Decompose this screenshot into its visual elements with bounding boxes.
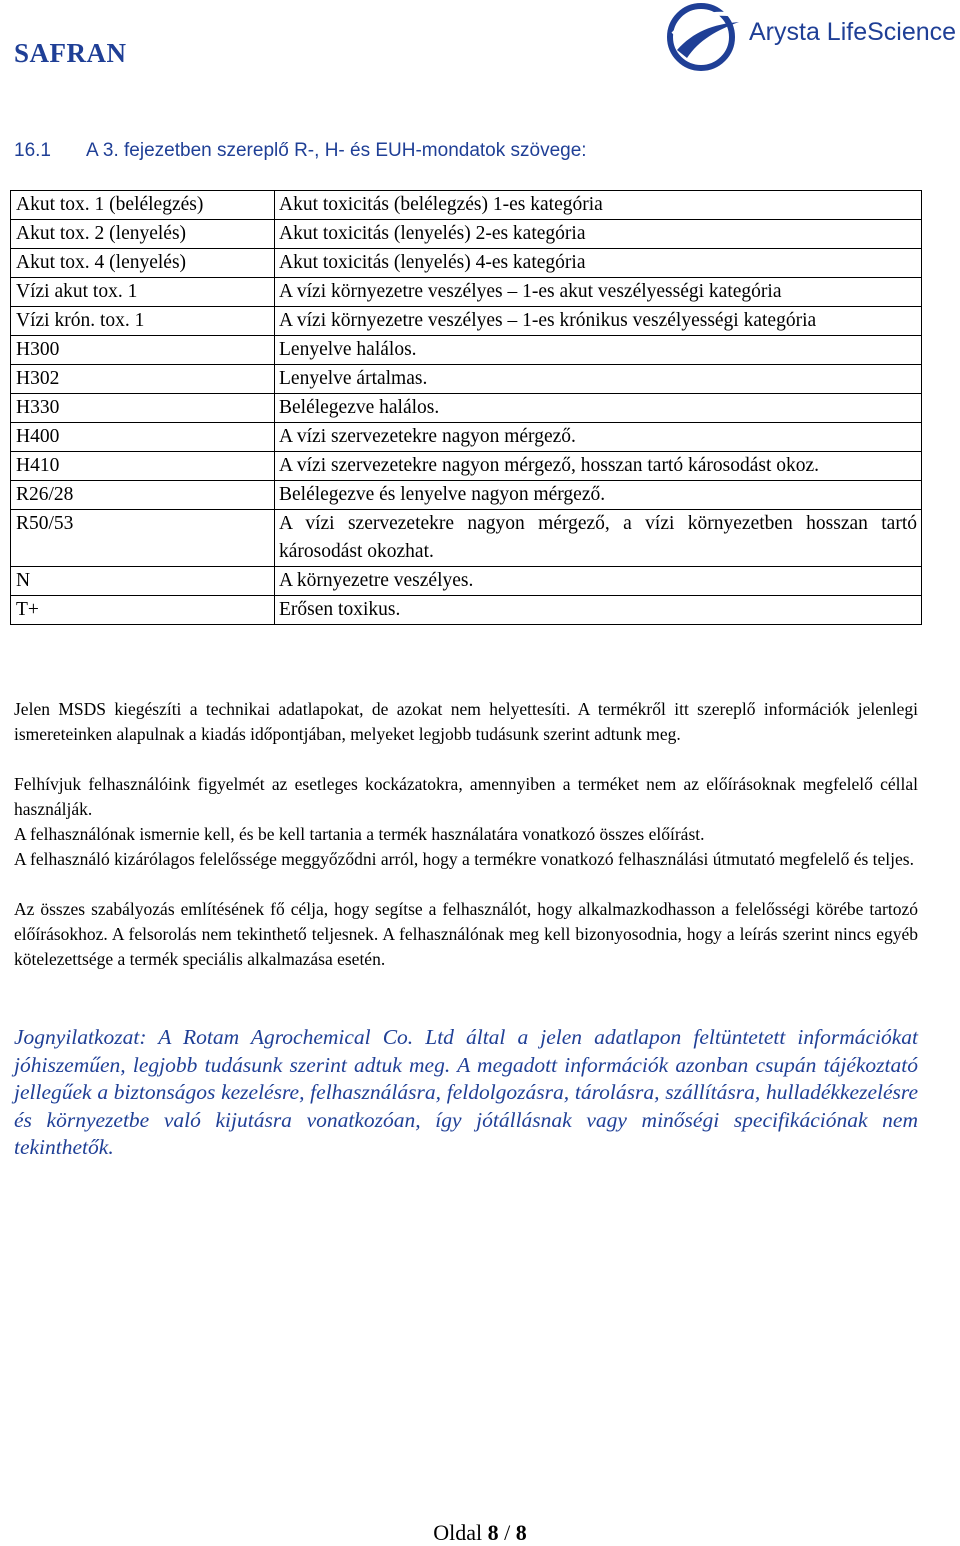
- table-row: [11, 481, 922, 510]
- phrase-text: Akut toxicitás (lenyelés) 4-es kategória: [275, 249, 922, 278]
- table-row: [11, 365, 922, 394]
- page-number: [0, 1520, 960, 1546]
- phrase-code: R26/28: [11, 481, 275, 510]
- company-logo: [663, 2, 959, 72]
- phrase-code: H302: [11, 365, 275, 394]
- phrase-text: A vízi környezetre veszélyes – 1-es akut veszélyességi kategória: [275, 278, 922, 307]
- table-row: [11, 307, 922, 336]
- logo-text: Arysta LifeScience: [749, 18, 957, 46]
- msds-note-paragraph: Jelen MSDS kiegészíti a technikai adatlapokat, de azokat nem helyettesíti. A termékről itt szereplő információk jelenlegi ismereteinken alapulnak a kiadás időpontjában, melyeket legjobb tudásunk szerint adtunk meg.: [14, 699, 918, 744]
- total-pages: 8: [515, 1520, 527, 1545]
- phrase-code: Akut tox. 1 (belélegzés): [11, 191, 275, 220]
- phrases-table: [10, 190, 922, 625]
- phrase-code: Akut tox. 2 (lenyelés): [11, 220, 275, 249]
- table-row: [11, 567, 922, 596]
- phrase-text: Akut toxicitás (lenyelés) 2-es kategória: [275, 220, 922, 249]
- phrase-code: H330: [11, 394, 275, 423]
- globe-swoosh-icon: [663, 2, 743, 72]
- phrase-code: R50/53: [11, 510, 275, 567]
- table-row: [11, 394, 922, 423]
- responsibility-paragraph: A felhasználó kizárólagos felelőssége meggyőződni arról, hogy a termékre vonatkozó felhasználási útmutató megfelelő és teljes.: [14, 849, 914, 869]
- phrase-code: T+: [11, 596, 275, 625]
- phrase-text: Belélegezve halálos.: [275, 394, 922, 423]
- table-row: [11, 336, 922, 365]
- table-row: [11, 278, 922, 307]
- table-row: [11, 596, 922, 625]
- table-row: [11, 249, 922, 278]
- table-row: [11, 452, 922, 481]
- table-row: [11, 220, 922, 249]
- phrase-code: Vízi krón. tox. 1: [11, 307, 275, 336]
- section-title: A 3. fejezetben szereplő R-, H- és EUH-mondatok szövege:: [86, 140, 587, 161]
- phrase-code: H410: [11, 452, 275, 481]
- table-row: [11, 191, 922, 220]
- page-separator: /: [504, 1520, 511, 1545]
- page-label: Oldal: [433, 1520, 483, 1545]
- phrase-code: Akut tox. 4 (lenyelés): [11, 249, 275, 278]
- phrase-code: N: [11, 567, 275, 596]
- table-row: [11, 423, 922, 452]
- section-heading: [14, 140, 587, 162]
- phrase-text: A vízi szervezetekre nagyon mérgező.: [275, 423, 922, 452]
- phrase-text: A vízi környezetre veszélyes – 1-es krónikus veszélyességi kategória: [275, 307, 922, 336]
- regulations-paragraph: Az összes szabályozás említésének fő célja, hogy segítse a felhasználót, hogy alkalmazkodhasson a felelősségi körébe tartozó előírásokhoz. A felsorolás nem tekinthető teljesnek. A felhasználónak meg kell bizonyosodnia, hogy a leírás szerint nincs egyéb kötelezettsége a termék speciális alkalmazása esetén.: [14, 899, 918, 969]
- risk-note-paragraph: Felhívjuk felhasználóink figyelmét az esetleges kockázatokra, amennyiben a terméket nem az előírásoknak megfelelő céllal használják.: [14, 774, 918, 819]
- disclaimer-paragraph: Jognyilatkozat: A Rotam Agrochemical Co. Ltd által a jelen adatlapon feltüntetett információkat jóhiszeműen, legjobb tudásunk szerint adtuk meg. A megadott információk azonban csupán tájékoztató jellegűek a biztonságos kezelésre, felhasználásra, feldolgozásra, tárolásra, szállításra, hulladékkezelésre és környezetbe való kijutásra vonatkozóan, így jótállásnak vagy minőségi specifikációnak nem tekinthetők.: [14, 1025, 918, 1159]
- phrase-text: Lenyelve halálos.: [275, 336, 922, 365]
- phrase-text: A környezetre veszélyes.: [275, 567, 922, 596]
- phrase-code: H300: [11, 336, 275, 365]
- section-number: 16.1: [14, 140, 51, 161]
- phrase-text: Belélegezve és lenyelve nagyon mérgező.: [275, 481, 922, 510]
- phrase-text: Erősen toxikus.: [275, 596, 922, 625]
- phrase-code: H400: [11, 423, 275, 452]
- phrase-code: Vízi akut tox. 1: [11, 278, 275, 307]
- phrase-text: Akut toxicitás (belélegzés) 1-es kategória: [275, 191, 922, 220]
- current-page: 8: [487, 1520, 499, 1545]
- phrase-text: Lenyelve ártalmas.: [275, 365, 922, 394]
- brand-name: SAFRAN: [14, 38, 127, 68]
- table-row: [11, 510, 922, 567]
- phrase-text: A vízi szervezetekre nagyon mérgező, hosszan tartó károsodást okoz.: [275, 452, 922, 481]
- rules-note-paragraph: A felhasználónak ismernie kell, és be kell tartania a termék használatára vonatkozó összes előírást.: [14, 824, 705, 844]
- phrase-text: A vízi szervezetekre nagyon mérgező, a vízi környezetben hosszan tartó károsodást okozhat.: [275, 510, 922, 567]
